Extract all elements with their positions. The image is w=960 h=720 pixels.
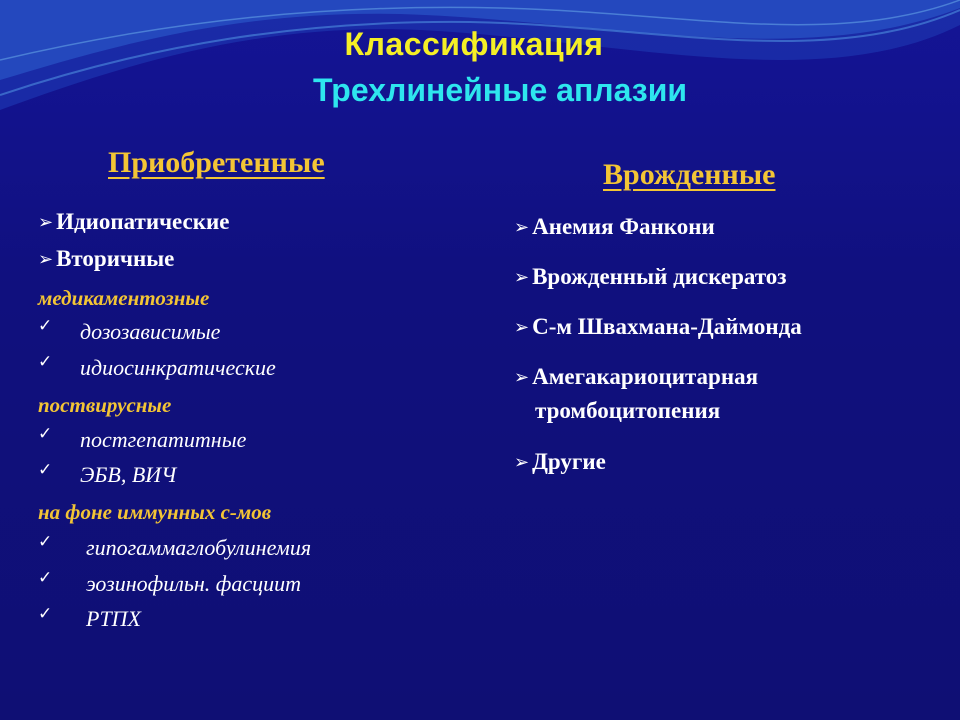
list-item-label: Вторичные: [56, 246, 175, 271]
check-icon: ✓: [38, 316, 53, 336]
arrow-bullet-icon: ➢: [514, 452, 530, 473]
list-item: [514, 449, 606, 475]
title-line-1: Классификация: [344, 26, 604, 62]
group-label: на фоне иммунных с-мов: [38, 500, 272, 524]
congenital-heading: Врожденные: [603, 158, 776, 191]
list-item: [38, 209, 229, 235]
check-icon: ✓: [38, 532, 53, 552]
arrow-bullet-icon: ➢: [38, 212, 54, 233]
check-icon: ✓: [38, 424, 53, 444]
list-item: постгепатитные: [80, 427, 247, 452]
check-icon: ✓: [38, 604, 53, 624]
list-item-label: Врожденный дискератоз: [532, 264, 787, 289]
list-item: идиосинкратические: [80, 355, 276, 380]
list-item-label: С-м Швахмана-Даймонда: [532, 314, 802, 339]
list-item: [514, 314, 802, 340]
check-icon: ✓: [38, 460, 53, 480]
group-label: поствирусные: [38, 393, 172, 417]
list-item: РТПХ: [86, 606, 141, 631]
arrow-bullet-icon: ➢: [514, 217, 530, 238]
list-item-continuation: тромбоцитопения: [535, 398, 721, 423]
group-label: медикаментозные: [38, 286, 210, 310]
list-item: [514, 364, 758, 390]
list-item: [514, 264, 787, 290]
arrow-bullet-icon: ➢: [514, 317, 530, 338]
list-item-label: Другие: [532, 449, 606, 474]
list-item: [514, 214, 715, 240]
list-item-label: Идиопатические: [56, 209, 230, 234]
acquired-heading: Приобретенные: [108, 146, 325, 179]
list-item: [38, 246, 174, 272]
list-item: гипогаммаглобулинемия: [86, 535, 312, 560]
list-item-label: Анемия Фанкони: [532, 214, 715, 239]
arrow-bullet-icon: ➢: [38, 249, 54, 270]
list-item: дозозависимые: [80, 319, 221, 344]
list-item-label: Амегакариоцитарная: [532, 364, 759, 389]
check-icon: ✓: [38, 568, 53, 588]
arrow-bullet-icon: ➢: [514, 267, 530, 288]
list-item: ЭБВ, ВИЧ: [80, 462, 177, 487]
title-line-2: Трехлинейные аплазии: [312, 72, 688, 108]
list-item: эозинофильн. фасциит: [86, 571, 302, 596]
check-icon: ✓: [38, 352, 53, 372]
arrow-bullet-icon: ➢: [514, 367, 530, 388]
